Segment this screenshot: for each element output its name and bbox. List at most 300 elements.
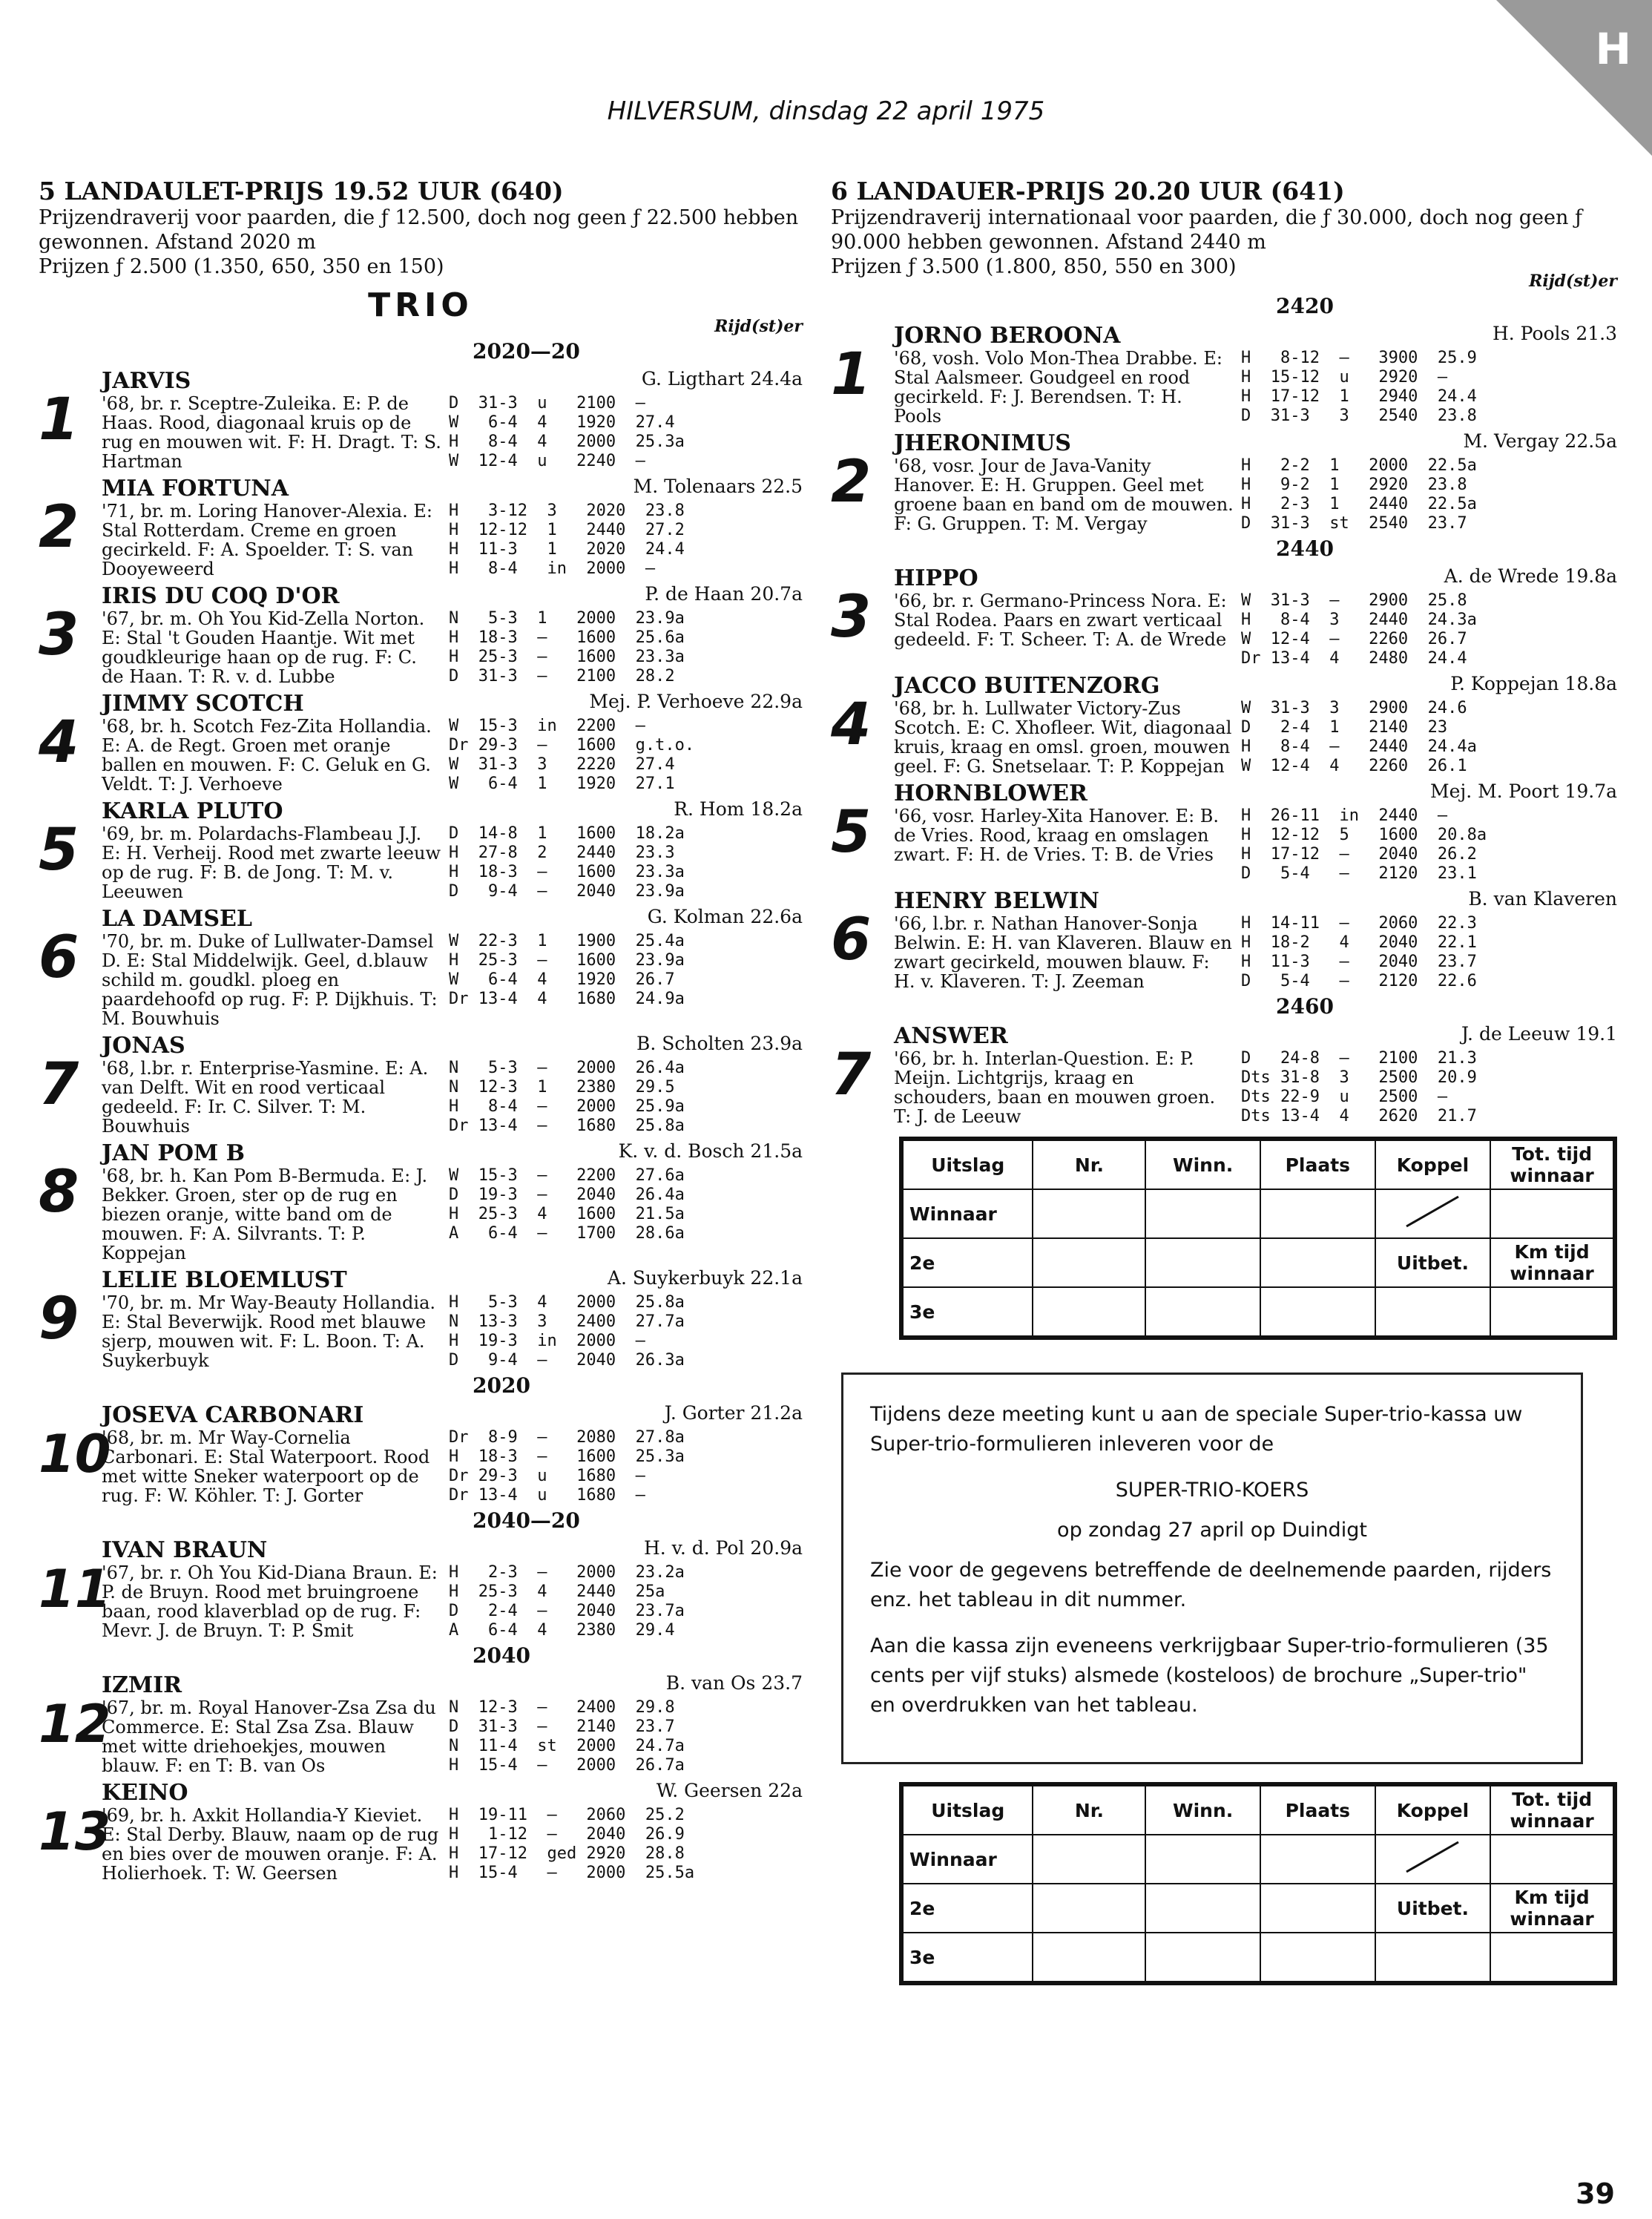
- result-line: H 19-11 — 2060 25.2: [449, 1806, 685, 1824]
- uitslag-table: [899, 1782, 1617, 1985]
- recent-results: [449, 502, 685, 579]
- row-label: Winnaar: [901, 1835, 1033, 1884]
- horse-description: '66, vosr. Harley-Xita Hanover. E: B. de Vries. Rood, kraag en omslagen zwart. F: H. de Vries. T: B. de Vries: [894, 806, 1220, 865]
- result-line: W 6-4 4 1920 27.4: [449, 413, 675, 432]
- entry-cell[interactable]: [1033, 1238, 1145, 1287]
- result-line: Dr 13-4 4 2480 24.4: [1241, 649, 1467, 668]
- rider-record: M. Vergay 22.5a: [1463, 430, 1617, 452]
- horse-details: [831, 914, 1617, 991]
- horse-details: [39, 502, 803, 579]
- entry-cell[interactable]: [1145, 1835, 1260, 1884]
- recent-results: [1241, 806, 1487, 884]
- result-line: N 12-3 1 2380 29.5: [449, 1078, 675, 1097]
- result-line: H 18-2 4 2040 22.1: [1241, 933, 1477, 952]
- horse-header: [39, 1267, 803, 1293]
- result-line: W 15-3 — 2200 27.6a: [449, 1166, 685, 1185]
- table-row: [901, 1189, 1615, 1238]
- horse-name: JOSEVA CARBONARI: [102, 1402, 364, 1428]
- distance-group: 2460: [1276, 994, 1334, 1019]
- result-line: D 31-3 — 2140 23.7: [449, 1717, 675, 1736]
- rider-column-label: Rijd(st)er: [1529, 272, 1617, 291]
- result-line: H 8-4 3 2440 24.3a: [1241, 611, 1477, 629]
- result-line: H 3-12 3 2020 23.8: [449, 502, 685, 520]
- recent-results: [449, 932, 685, 1028]
- horse-description: '69, br. h. Axkit Hollandia-Y Kieviet. E: Stal Derby. Blauw, naam op de rug en bies over de mouwen oranje. F: A. Holierhoek. T: W. Geersen: [102, 1805, 439, 1884]
- result-line: W 22-3 1 1900 25.4a: [449, 932, 685, 950]
- result-line: H 11-3 — 2040 23.7: [1241, 953, 1477, 971]
- result-line: D 24-8 — 2100 21.3: [1241, 1049, 1477, 1068]
- recent-results: [449, 1806, 694, 1883]
- result-line: H 15-4 — 2000 25.5a: [449, 1864, 695, 1882]
- km-tijd-label: Km tijd winnaar: [1490, 1238, 1615, 1287]
- rider-record: M. Tolenaars 22.5: [633, 476, 803, 497]
- horse-header: [831, 565, 1617, 591]
- result-line: D 9-4 — 2040 23.9a: [449, 882, 685, 901]
- result-line: H 2-3 1 2440 22.5a: [1241, 495, 1477, 513]
- horse-name: ANSWER: [894, 1023, 1008, 1049]
- uitslag-block-1: [831, 1137, 1617, 1340]
- row-label: Winnaar: [901, 1189, 1033, 1238]
- rider-record: R. Hom 18.2a: [674, 798, 803, 820]
- horse-header: [39, 798, 803, 824]
- row-label: 3e: [901, 1287, 1033, 1338]
- horse-details: [831, 699, 1617, 776]
- entry-cell[interactable]: [1490, 1189, 1615, 1238]
- horse-header: [39, 583, 803, 609]
- uitslag-block-2: [831, 1782, 1617, 1985]
- result-line: D 31-3 3 2540 23.8: [1241, 407, 1477, 425]
- result-line: W 31-3 3 2220 27.4: [449, 755, 675, 774]
- result-line: H 11-3 1 2020 24.4: [449, 540, 685, 559]
- rider-column-label: Rijd(st)er: [714, 317, 803, 336]
- entry-cell[interactable]: [1145, 1287, 1260, 1338]
- result-line: W 15-3 in 2200 —: [449, 717, 645, 735]
- horse-header: [39, 906, 803, 932]
- start-number: 11: [39, 1559, 111, 1620]
- horse-header: [831, 888, 1617, 914]
- horse-entry: [39, 1267, 803, 1370]
- horse-description: '71, br. m. Loring Hanover-Alexia. E: Stal Rotterdam. Creme en groen gecirkeld. F: A. Spoelder. T: S. van Dooyeweerd: [102, 501, 432, 579]
- distance-group: 2020: [473, 1373, 530, 1398]
- horse-description: '68, l.br. r. Enterprise-Yasmine. E: A. van Delft. Wit en rood verticaal gedeeld. F: Ir. C. Silver. T: M. Bouwhuis: [102, 1058, 429, 1137]
- result-line: D 31-3 u 2100 —: [449, 394, 645, 412]
- rider-record: G. Kolman 22.6a: [647, 906, 803, 927]
- result-line: H 25-3 4 1600 21.5a: [449, 1205, 685, 1223]
- result-line: H 12-12 1 2440 27.2: [449, 521, 685, 539]
- race-title: 6 LANDAUER-PRIJS 20.20 UUR (641): [831, 177, 1345, 206]
- horse-header: [39, 476, 803, 502]
- start-number: 3: [39, 602, 79, 668]
- table-header: Plaats: [1260, 1784, 1375, 1835]
- entry-cell[interactable]: [1260, 1835, 1375, 1884]
- horse-details: [831, 591, 1617, 668]
- horse-description: '66, l.br. r. Nathan Hanover-Sonja Belwin. E: H. van Klaveren. Blauw en zwart gecirkeld, mouwen blauw. F: H. v. Klaveren. T: J. Zeeman: [894, 913, 1232, 992]
- rider-record: G. Ligthart 24.4a: [641, 368, 803, 389]
- recent-results: [449, 1059, 685, 1136]
- horse-header: [39, 1033, 803, 1059]
- result-line: Dr 13-4 u 1680 —: [449, 1486, 645, 1505]
- rider-record: J. de Leeuw 19.1: [1461, 1023, 1617, 1045]
- result-line: N 5-3 — 2000 26.4a: [449, 1059, 685, 1077]
- horse-description: '68, br. m. Mr Way-Cornelia Carbonari. E: Stal Waterpoort. Rood met witte Sneker waterpoort op de rug. F: W. Köhler. T: J. Gorter: [102, 1427, 430, 1506]
- start-number: 4: [831, 691, 872, 758]
- result-line: H 2-3 — 2000 23.2a: [449, 1563, 685, 1582]
- entry-cell[interactable]: [1033, 1884, 1145, 1933]
- horse-header: [39, 691, 803, 717]
- rider-record: P. Koppejan 18.8a: [1450, 673, 1617, 694]
- entry-cell[interactable]: [1260, 1933, 1375, 1983]
- race-prizes: Prijzen ƒ 3.500 (1.800, 850, 550 en 300): [831, 255, 1237, 278]
- recent-results: [449, 609, 685, 686]
- start-number: 1: [831, 341, 872, 408]
- horse-details: [39, 1166, 803, 1263]
- horse-entry: [831, 673, 1617, 776]
- horse-description: '67, br. r. Oh You Kid-Diana Braun. E: P. de Bruyn. Rood met bruingroene baan, rood klaverblad op de rug. F: Mevr. J. de Bruyn. T: P. Smit: [102, 1562, 438, 1641]
- recent-results: [1241, 349, 1477, 426]
- result-line: H 9-2 1 2920 23.8: [1241, 476, 1467, 494]
- horse-details: [39, 932, 803, 1028]
- entry-cell[interactable]: [1033, 1287, 1145, 1338]
- race-conditions: Prijzendraverij voor paarden, die ƒ 12.500, doch nog geen ƒ 22.500 hebben gewonnen. Afstand 2020 m: [39, 206, 799, 254]
- page-header: HILVERSUM, dinsdag 22 april 1975: [607, 96, 1045, 126]
- horse-name: IRIS DU COQ D'OR: [102, 583, 340, 609]
- recent-results: [1241, 914, 1477, 991]
- horse-name: LELIE BLOEMLUST: [102, 1267, 347, 1293]
- rider-record: H. Pools 21.3: [1492, 323, 1617, 344]
- rider-record: A. de Wrede 19.8a: [1444, 565, 1617, 587]
- result-line: H 25-3 — 1600 23.3a: [449, 648, 685, 666]
- result-line: H 8-4 in 2000 —: [449, 559, 656, 578]
- horse-description: '66, br. h. Interlan-Question. E: P. Meijn. Lichtgrijs, kraag en schouders, baan en mouwen groen. T: J. de Leeuw: [894, 1048, 1216, 1127]
- horse-header: [39, 1402, 803, 1428]
- result-line: A 6-4 — 1700 28.6a: [449, 1224, 685, 1243]
- horse-name: KARLA PLUTO: [102, 798, 283, 824]
- rider-record: J. Gorter 21.2a: [664, 1402, 803, 1424]
- result-line: H 25-3 — 1600 23.9a: [449, 951, 685, 970]
- result-line: N 13-3 3 2400 27.7a: [449, 1312, 685, 1331]
- horse-details: [39, 717, 803, 794]
- table-header: Winn.: [1145, 1139, 1260, 1189]
- result-line: H 27-8 2 2440 23.3: [449, 844, 675, 862]
- entry-cell[interactable]: [1260, 1884, 1375, 1933]
- race-conditions: Prijzendraverij internationaal voor paarden, die ƒ 30.000, doch nog geen ƒ 90.000 hebben gewonnen. Afstand 2440 m: [831, 206, 1582, 254]
- rider-record: B. Scholten 23.9a: [636, 1033, 803, 1054]
- result-line: H 12-12 5 1600 20.8a: [1241, 826, 1487, 844]
- horse-description: '70, br. m. Mr Way-Beauty Hollandia. E: Stal Beverwijk. Rood met blauwe sjerp, mouwen wit. F: L. Boon. T: A. Suykerbuyk: [102, 1292, 436, 1371]
- result-line: N 5-3 1 2000 23.9a: [449, 609, 685, 628]
- result-line: W 12-4 u 2240 —: [449, 452, 645, 470]
- trio-label: TRIO: [368, 286, 473, 324]
- row-label: 2e: [901, 1884, 1033, 1933]
- entry-cell[interactable]: [1260, 1238, 1375, 1287]
- result-line: H 5-3 4 2000 25.8a: [449, 1293, 685, 1312]
- horse-details: [39, 824, 803, 901]
- result-line: D 19-3 — 2040 26.4a: [449, 1186, 685, 1204]
- result-line: Dr 13-4 4 1680 24.9a: [449, 990, 685, 1008]
- result-line: Dr 13-4 — 1680 25.8a: [449, 1117, 685, 1135]
- result-line: H 8-4 — 2440 24.4a: [1241, 737, 1477, 756]
- result-line: N 11-4 st 2000 24.7a: [449, 1737, 685, 1755]
- horse-details: [39, 1563, 803, 1640]
- recent-results: [449, 1166, 685, 1263]
- recent-results: [449, 1563, 685, 1640]
- table-row: [901, 1238, 1615, 1287]
- horse-details: [39, 1293, 803, 1370]
- race-prizes: Prijzen ƒ 2.500 (1.350, 650, 350 en 150): [39, 255, 444, 278]
- entry-cell[interactable]: [1145, 1884, 1260, 1933]
- horse-entry: [831, 1023, 1617, 1126]
- result-line: W 6-4 4 1920 26.7: [449, 970, 675, 989]
- distance-group: 2040—20: [473, 1508, 580, 1533]
- result-line: H 18-3 — 1600 25.6a: [449, 628, 685, 647]
- result-line: D 5-4 — 2120 23.1: [1241, 864, 1477, 883]
- horse-entry: [831, 565, 1617, 668]
- horse-description: '66, br. r. Germano-Princess Nora. E: Stal Rodea. Paars en zwart verticaal gedeeld. F: T. Scheer. T: A. de Wrede: [894, 591, 1227, 650]
- entry-cell[interactable]: [1375, 1287, 1490, 1338]
- horse-description: '67, br. m. Oh You Kid-Zella Norton. E: Stal 't Gouden Haantje. Wit met goudkleurige haan op de rug. F: C. de Haan. T: R. v. d. Lubbe: [102, 608, 425, 687]
- recent-results: [1241, 456, 1477, 533]
- horse-description: '68, br. r. Sceptre-Zuleika. E: P. de Haas. Rood, diagonaal kruis op de rug en mouwen wit. F: H. Dragt. T: S. Hartman: [102, 393, 441, 472]
- horse-header: [39, 1672, 803, 1698]
- horse-name: JACCO BUITENZORG: [894, 673, 1160, 699]
- horse-entry: [39, 1140, 803, 1263]
- table-header: Nr.: [1033, 1784, 1145, 1835]
- horse-header: [39, 1140, 803, 1166]
- horse-entry: [831, 430, 1617, 533]
- horse-name: JAN POM B: [102, 1140, 246, 1166]
- table-row: [901, 1835, 1615, 1884]
- result-line: A 6-4 4 2380 29.4: [449, 1621, 675, 1640]
- diagonal-slash-icon: [1375, 1189, 1490, 1238]
- table-row: [901, 1287, 1615, 1338]
- horse-header: [831, 323, 1617, 349]
- horse-header: [831, 430, 1617, 456]
- entry-cell[interactable]: [1375, 1933, 1490, 1983]
- recent-results: [449, 824, 685, 901]
- horse-name: JIMMY SCOTCH: [102, 691, 304, 717]
- result-line: Dts 22-9 u 2500 —: [1241, 1088, 1448, 1106]
- horse-name: IZMIR: [102, 1672, 182, 1698]
- result-line: W 12-4 4 2260 26.1: [1241, 757, 1467, 775]
- horse-entry: [39, 583, 803, 686]
- entry-cell[interactable]: [1260, 1287, 1375, 1338]
- recent-results: [449, 394, 685, 471]
- diagonal-slash-icon: [1375, 1835, 1490, 1884]
- entry-cell[interactable]: [1033, 1835, 1145, 1884]
- rider-record: W. Geersen 22a: [656, 1780, 803, 1801]
- table-header: Nr.: [1033, 1139, 1145, 1189]
- result-line: H 17-12 ged 2920 28.8: [449, 1844, 685, 1863]
- horse-entry: [831, 780, 1617, 884]
- notice-heading: SUPER-TRIO-KOERS: [1115, 1479, 1309, 1502]
- table-header: Koppel: [1375, 1139, 1490, 1189]
- horse-description: '70, br. m. Duke of Lullwater-Damsel D. E: Stal Middelwijk. Geel, d.blauw schild m. goudkl. ploeg en paardehoofd op rug. F: P. Dijkhuis. T: M. Bouwhuis: [102, 931, 438, 1029]
- result-line: D 9-4 — 2040 26.3a: [449, 1351, 685, 1370]
- result-line: D 31-3 — 2100 28.2: [449, 667, 675, 686]
- result-line: D 2-4 — 2040 23.7a: [449, 1602, 685, 1620]
- horse-description: '68, vosh. Volo Mon-Thea Drabbe. E: Stal Aalsmeer. Goudgeel en rood gecirkeld. F: J. Berendsen. T: H. Pools: [894, 348, 1222, 427]
- horse-entry: [39, 1033, 803, 1136]
- rider-record: Mej. M. Poort 19.7a: [1430, 780, 1617, 802]
- horse-entry: [39, 368, 803, 471]
- table-header-row: [901, 1139, 1615, 1189]
- horse-header: [831, 780, 1617, 806]
- notice-date: op zondag 27 april op Duindigt: [1057, 1519, 1367, 1542]
- result-line: H 2-2 1 2000 22.5a: [1241, 456, 1477, 475]
- result-line: H 17-12 — 2040 26.2: [1241, 845, 1477, 864]
- horse-entry: [831, 323, 1617, 426]
- horse-details: [39, 1698, 803, 1775]
- result-line: H 25-3 4 2440 25a: [449, 1582, 665, 1601]
- horse-name: JORNO BEROONA: [894, 323, 1121, 349]
- rider-record: A. Suykerbuyk 22.1a: [607, 1267, 803, 1289]
- table-header-row: [901, 1784, 1615, 1835]
- entry-cell[interactable]: [1033, 1189, 1145, 1238]
- horse-header: [39, 1537, 803, 1563]
- horse-name: IVAN BRAUN: [102, 1537, 268, 1563]
- horse-details: [831, 806, 1617, 884]
- recent-results: [449, 1698, 685, 1775]
- recent-results: [1241, 699, 1477, 776]
- uitbet-label: Uitbet.: [1375, 1884, 1490, 1933]
- horse-description: '68, br. h. Scotch Fez-Zita Hollandia. E: A. de Regt. Groen met oranje ballen en mouwen. F: C. Geluk en G. Veldt. T: J. Verhoeve: [102, 716, 432, 795]
- rider-record: B. van Klaveren: [1468, 888, 1617, 910]
- uitbet-label: Uitbet.: [1375, 1238, 1490, 1287]
- horse-entry: [39, 1672, 803, 1775]
- recent-results: [1241, 591, 1477, 668]
- horse-entry: [39, 1402, 803, 1505]
- race-5-column: [39, 177, 803, 1883]
- horse-name: KEINO: [102, 1780, 188, 1806]
- notice-paragraph: Aan die kassa zijn eveneens verkrijgbaar Super-trio-formulieren (35 cents per vijf stuks) alsmede (kosteloos) de brochure „Super-trio" en overdrukken van het tableau.: [870, 1634, 1549, 1717]
- horse-description: '69, br. m. Polardachs-Flambeau J.J. E: H. Verheij. Rood met zwarte leeuw op de rug. F: B. de Jong. T: M. v. Leeuwen: [102, 824, 441, 902]
- horse-header: [39, 368, 803, 394]
- result-line: W 31-3 — 2900 25.8: [1241, 591, 1467, 610]
- table-header: Uitslag: [901, 1784, 1033, 1835]
- entry-cell[interactable]: [1145, 1238, 1260, 1287]
- result-line: H 18-3 — 1600 25.3a: [449, 1447, 685, 1466]
- table-header: Uitslag: [901, 1139, 1033, 1189]
- horse-name: JONAS: [102, 1033, 185, 1059]
- horse-details: [39, 609, 803, 686]
- start-number: 2: [831, 449, 872, 516]
- result-line: H 15-12 u 2920 —: [1241, 368, 1448, 387]
- super-trio-notice: [841, 1373, 1583, 1764]
- horse-description: '68, vosr. Jour de Java-Vanity Hanover. E: H. Gruppen. Geel met groene baan en band om de mouwen. F: G. Gruppen. T: M. Vergay: [894, 456, 1234, 534]
- rider-record: Mej. P. Verhoeve 22.9a: [589, 691, 803, 712]
- entry-cell[interactable]: [1490, 1287, 1615, 1338]
- horse-entry: [39, 906, 803, 1028]
- horse-entry: [39, 1780, 803, 1883]
- km-tijd-label: Km tijd winnaar: [1490, 1884, 1615, 1933]
- recent-results: [449, 717, 694, 794]
- result-line: D 2-4 1 2140 23: [1241, 718, 1448, 737]
- page-number: 39: [1576, 2177, 1615, 2210]
- table-header: Koppel: [1375, 1784, 1490, 1835]
- horse-name: LA DAMSEL: [102, 906, 252, 932]
- distance-group: 2440: [1276, 536, 1334, 561]
- distance-group: 2420: [1276, 294, 1334, 318]
- result-line: H 18-3 — 1600 23.3a: [449, 863, 685, 881]
- horse-name: JARVIS: [102, 368, 191, 394]
- start-number: 6: [39, 924, 79, 991]
- result-line: D 5-4 — 2120 22.6: [1241, 972, 1477, 990]
- result-line: W 12-4 — 2260 26.7: [1241, 630, 1467, 648]
- uitslag-table: [899, 1137, 1617, 1340]
- entry-cell[interactable]: [1145, 1933, 1260, 1983]
- result-line: H 8-12 — 3900 25.9: [1241, 349, 1477, 367]
- entry-cell[interactable]: [1490, 1835, 1615, 1884]
- result-line: W 6-4 1 1920 27.1: [449, 775, 675, 793]
- horse-name: JHERONIMUS: [894, 430, 1071, 456]
- race-6-column: [831, 177, 1617, 1985]
- row-label: 3e: [901, 1933, 1033, 1983]
- start-number: 3: [831, 584, 872, 651]
- start-number: 4: [39, 709, 79, 776]
- entry-cell[interactable]: [1490, 1933, 1615, 1983]
- result-line: D 14-8 1 1600 18.2a: [449, 824, 685, 843]
- entry-cell[interactable]: [1145, 1189, 1260, 1238]
- start-number: 12: [39, 1694, 111, 1755]
- result-line: Dr 29-3 u 1680 —: [449, 1467, 645, 1485]
- horse-entry: [39, 476, 803, 579]
- horse-name: HORNBLOWER: [894, 780, 1087, 806]
- horse-details: [39, 394, 803, 471]
- rider-record: B. van Os 23.7: [665, 1672, 803, 1694]
- entry-cell[interactable]: [1033, 1933, 1145, 1983]
- start-number: 8: [39, 1159, 79, 1226]
- result-line: H 8-4 4 2000 25.3a: [449, 433, 685, 451]
- result-line: Dr 29-3 — 1600 g.t.o.: [449, 736, 695, 755]
- result-line: Dr 8-9 — 2080 27.8a: [449, 1428, 685, 1447]
- horse-description: '68, br. h. Lullwater Victory-Zus Scotch. E: C. Xhofleer. Wit, diagonaal kruis, kraag en omsl. groen, mouwen geel. F: G. Snetselaar. T: P. Koppejan: [894, 698, 1232, 777]
- horse-description: '68, br. h. Kan Pom B-Bermuda. E: J. Bekker. Groen, ster op de rug en biezen oranje, witte band om de mouwen. F: A. Silvrants. T: P. Koppejan: [102, 1166, 428, 1263]
- entry-cell[interactable]: [1260, 1189, 1375, 1238]
- horse-description: '67, br. m. Royal Hanover-Zsa Zsa du Commerce. E: Stal Zsa Zsa. Blauw met witte driehoekjes, mouwen blauw. F: en T: B. van Os: [102, 1697, 436, 1776]
- start-number: 13: [39, 1801, 111, 1862]
- start-number: 7: [831, 1042, 872, 1108]
- table-header: Tot. tijd winnaar: [1490, 1139, 1615, 1189]
- horse-details: [831, 349, 1617, 426]
- horse-name: HIPPO: [894, 565, 978, 591]
- notice-paragraph: Zie voor de gegevens betreffende de deelnemende paarden, rijders enz. het tableau in dit nummer.: [870, 1559, 1552, 1611]
- result-line: Dts 13-4 4 2620 21.7: [1241, 1107, 1477, 1125]
- result-line: H 8-4 — 2000 25.9a: [449, 1097, 685, 1116]
- result-line: H 1-12 — 2040 26.9: [449, 1825, 685, 1844]
- horse-name: MIA FORTUNA: [102, 476, 289, 502]
- horse-entry: [39, 1537, 803, 1640]
- horse-details: [831, 456, 1617, 533]
- result-line: H 19-3 in 2000 —: [449, 1332, 645, 1350]
- table-row: [901, 1884, 1615, 1933]
- row-label: 2e: [901, 1238, 1033, 1287]
- result-line: H 14-11 — 2060 22.3: [1241, 914, 1477, 933]
- horse-header: [831, 673, 1617, 699]
- start-number: 5: [39, 817, 79, 884]
- result-line: H 15-4 — 2000 26.7a: [449, 1756, 685, 1775]
- rider-record: H. v. d. Pol 20.9a: [643, 1537, 803, 1559]
- start-number: 10: [39, 1424, 111, 1485]
- corner-letter: H: [1595, 24, 1631, 74]
- start-number: 2: [39, 494, 79, 561]
- result-line: H 17-12 1 2940 24.4: [1241, 387, 1477, 406]
- notice-paragraph: Tijdens deze meeting kunt u aan de speciale Super-trio-kassa uw Super-trio-formulieren inleveren voor de: [870, 1403, 1523, 1456]
- horse-details: [39, 1059, 803, 1136]
- horse-details: [39, 1806, 803, 1883]
- recent-results: [449, 1293, 685, 1370]
- result-line: H 26-11 in 2440 —: [1241, 806, 1448, 825]
- result-line: D 31-3 st 2540 23.7: [1241, 514, 1467, 533]
